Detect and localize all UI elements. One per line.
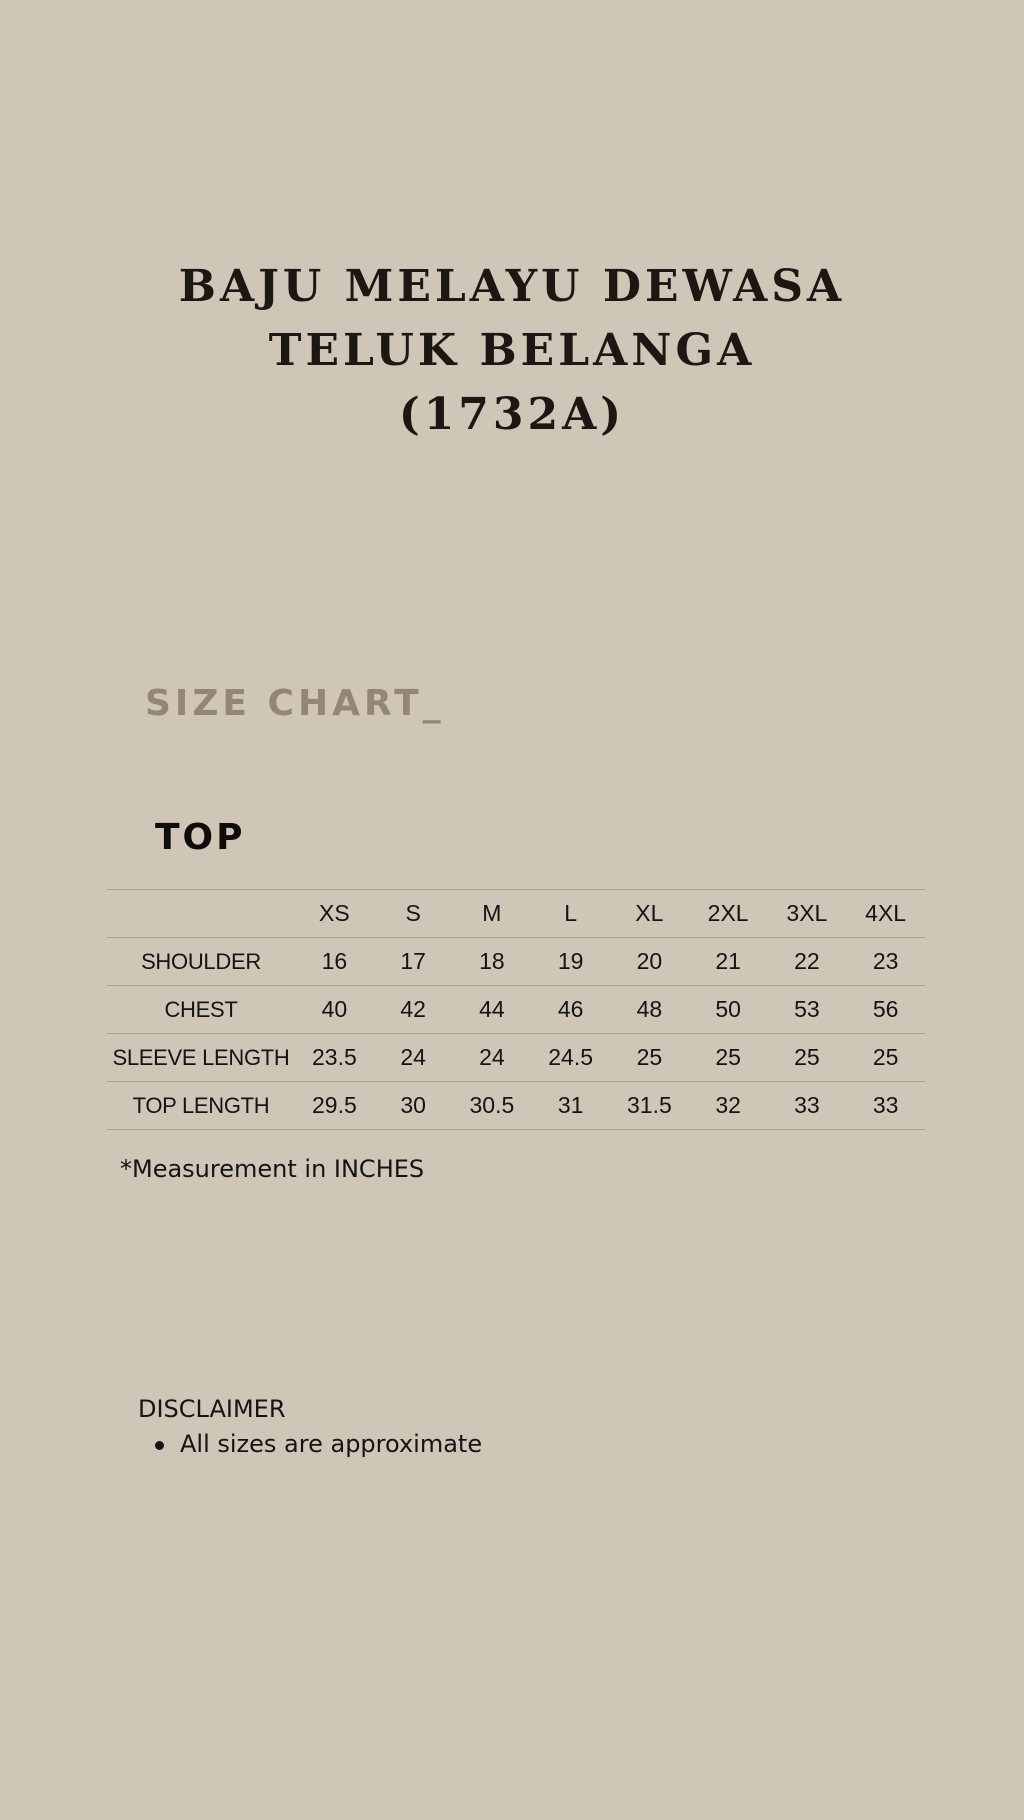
size-header-2xl: 2XL [689,890,768,938]
size-header-3xl: 3XL [768,890,847,938]
table-cell: 50 [689,986,768,1034]
size-header-4xl: 4XL [846,890,925,938]
disclaimer-list [155,1430,482,1458]
table-cell: 53 [768,986,847,1034]
table-cell: 48 [610,986,689,1034]
size-header-l: L [531,890,610,938]
table-cell: 19 [531,938,610,986]
product-title [0,255,1024,447]
product-title-line-1: BAJU MELAYU DEWASA [178,261,846,312]
table-cell: 31.5 [610,1082,689,1130]
size-chart-heading: SIZE CHART_ [145,683,445,724]
table-cell: 24 [374,1034,453,1082]
table-cell: 29.5 [295,1082,374,1130]
product-code: (1732A) [398,389,626,440]
header-corner-cell [107,890,295,938]
table-row-shoulder [107,938,925,986]
measurement-note: *Measurement in INCHES [120,1155,425,1183]
table-cell: 44 [453,986,532,1034]
table-cell: 23 [846,938,925,986]
table-cell: 25 [610,1034,689,1082]
table-cell: 42 [374,986,453,1034]
table-cell: 25 [846,1034,925,1082]
size-header-row [107,890,925,938]
table-cell: 18 [453,938,532,986]
size-header-s: S [374,890,453,938]
size-header-m: M [453,890,532,938]
table-cell: 22 [768,938,847,986]
top-section-heading: TOP [155,817,246,858]
size-table [107,889,925,1130]
table-cell: 25 [689,1034,768,1082]
table-cell: 24 [453,1034,532,1082]
table-row-sleeve-length [107,1034,925,1082]
row-label: CHEST [107,986,295,1034]
table-cell: 16 [295,938,374,986]
table-cell: 31 [531,1082,610,1130]
table-cell: 17 [374,938,453,986]
row-label: SHOULDER [107,938,295,986]
size-header-xl: XL [610,890,689,938]
table-cell: 32 [689,1082,768,1130]
table-cell: 33 [846,1082,925,1130]
disclaimer-text: All sizes are approximate [180,1430,483,1458]
table-cell: 46 [531,986,610,1034]
table-row-top-length [107,1082,925,1130]
size-header-xs: XS [295,890,374,938]
table-cell: 20 [610,938,689,986]
table-cell: 30.5 [453,1082,532,1130]
row-label: SLEEVE LENGTH [107,1034,295,1082]
list-item [155,1430,482,1458]
table-cell: 24.5 [531,1034,610,1082]
table-cell: 40 [295,986,374,1034]
table-cell: 30 [374,1082,453,1130]
table-cell: 23.5 [295,1034,374,1082]
disclaimer-heading: DISCLAIMER [138,1395,286,1423]
table-cell: 25 [768,1034,847,1082]
product-title-line-2: TELUK BELANGA [268,325,756,376]
table-cell: 56 [846,986,925,1034]
bullet-icon [155,1441,164,1450]
table-cell: 21 [689,938,768,986]
row-label: TOP LENGTH [107,1082,295,1130]
table-row-chest [107,986,925,1034]
table-cell: 33 [768,1082,847,1130]
